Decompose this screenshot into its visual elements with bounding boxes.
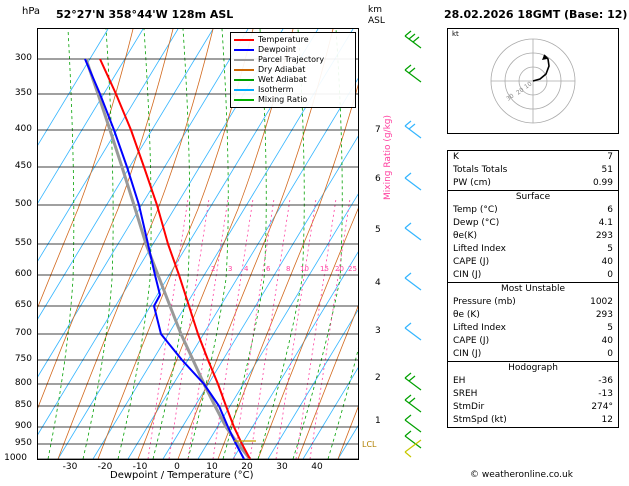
table-row [448,335,618,348]
legend-label: Isotherm [258,84,294,94]
row-value: 12 [601,415,613,425]
row-key: CIN (J) [453,349,482,359]
row-key: K [453,152,459,162]
row-value: 274° [591,402,613,412]
km-axis-label: km [368,5,382,15]
surface-section-title: Surface [448,190,618,204]
table-row [448,256,618,269]
legend-swatch-dry-adiabat [234,69,254,71]
wind-barb [405,373,421,390]
copyright-credit: © weatheronline.co.uk [470,470,573,480]
chart-legend [230,32,356,108]
wind-barb [405,223,421,240]
row-key: CAPE (J) [453,336,490,346]
row-value: 6 [607,205,613,215]
legend-label: Parcel Trajectory [258,54,325,64]
wind-barb [405,31,421,48]
y-tick-300: 300 [14,53,32,63]
row-value: 0 [607,349,613,359]
y-tick-800: 800 [14,378,32,388]
legend-label: Temperature [258,34,309,44]
pressure-unit-label: hPa [22,6,41,17]
x-tick--30: -30 [62,462,78,472]
legend-swatch-mixing-ratio [234,99,254,101]
row-value: 0.99 [592,178,613,188]
table-row [448,177,618,190]
row-key: Pressure (mb) [453,297,516,307]
temperature-line [100,59,250,459]
wind-barb [405,65,421,82]
row-key: CIN (J) [453,270,482,280]
mixing-ratio-value: 2 [211,265,216,273]
wind-barb [405,415,421,432]
y-tick-600: 600 [14,269,32,279]
x-tick--20: -20 [97,462,113,472]
y-tick-750: 750 [14,354,32,364]
mixing-ratio-value: 4 [244,265,249,273]
row-value: 51 [601,165,613,175]
datetime-label: 28.02.2026 18GMT (Base: 12) [444,8,628,21]
table-row [448,414,618,427]
table-row [448,375,618,388]
asl-axis-label: ASL [368,16,385,26]
row-key: PW (cm) [453,178,491,188]
row-key: SREH [453,389,478,399]
table-row [448,296,618,309]
legend-label: Wet Adiabat [258,74,307,84]
table-row [448,217,618,230]
table-row [448,388,618,401]
legend-item [234,35,352,44]
row-value: 0 [607,270,613,280]
mixing-ratio-value: 20 [335,265,344,273]
row-value: 5 [607,323,613,333]
legend-swatch-temperature [234,39,254,41]
legend-item [234,65,352,74]
row-value: 7 [607,152,613,162]
legend-label: Dewpoint [258,44,297,54]
legend-swatch-wet-adiabat [234,79,254,81]
km-tick-5: 5 [375,225,381,235]
row-value: 4.1 [598,218,613,228]
indices-table [447,150,619,428]
mixing-ratio-value: 8 [286,265,291,273]
table-row [448,309,618,322]
row-key: Totals Totals [453,165,508,175]
x-axis-title: Dewpoint / Temperature (°C) [110,470,254,481]
x-tick-20: 20 [241,462,253,472]
mixing-ratio-value: 6 [266,265,271,273]
hodograph-ring-label: 20 [515,86,526,97]
wind-barb [405,273,421,290]
x-tick--10: -10 [132,462,148,472]
row-key: StmDir [453,402,485,412]
row-value: 5 [607,244,613,254]
km-tick-2: 2 [375,373,381,383]
x-tick-10: 10 [206,462,218,472]
km-tick-3: 3 [375,326,381,336]
hodograph-ring-label: 10 [523,80,534,91]
km-tick-6: 6 [375,174,381,184]
hodograph-panel [447,28,619,134]
legend-item [234,95,352,104]
skewt-plot [37,28,359,460]
y-tick-550: 550 [14,238,32,248]
wind-barb [405,173,421,190]
row-value: 40 [601,336,613,346]
wind-barb [405,121,421,138]
y-tick-450: 450 [14,161,32,171]
row-value: -36 [598,376,613,386]
table-row [448,204,618,217]
lcl-label: LCL [362,440,377,449]
y-tick-850: 850 [14,400,32,410]
legend-item [234,85,352,94]
y-tick-400: 400 [14,124,32,134]
y-tick-950: 950 [14,438,32,448]
mixing-ratio-axis-label: Mixing Ratio (g/kg) [383,114,393,200]
hodograph-ring-label: 30 [505,92,516,103]
wind-barb [405,323,421,340]
y-tick-500: 500 [14,199,32,209]
x-tick-0: 0 [174,462,180,472]
y-tick-1000: 1000 [4,453,27,463]
row-key: Lifted Index [453,244,506,254]
row-value: 1002 [590,297,613,307]
station-title: 52°27'N 358°44'W 128m ASL [56,8,234,21]
legend-swatch-isotherm [234,89,254,91]
row-value: -13 [598,389,613,399]
y-tick-900: 900 [14,421,32,431]
table-row [448,243,618,256]
x-tick-30: 30 [276,462,288,472]
km-tick-4: 4 [375,278,381,288]
table-row [448,164,618,177]
row-value: 40 [601,257,613,267]
mixing-ratio-value: 3 [228,265,233,273]
wind-barb [405,395,421,412]
table-row [448,348,618,361]
mixing-ratio-value: 10 [300,265,309,273]
wind-barb-column [395,28,441,460]
row-key: Dewp (°C) [453,218,500,228]
table-row [448,269,618,282]
legend-item [234,75,352,84]
row-key: StmSpd (kt) [453,415,507,425]
most-unstable-section-title: Most Unstable [448,282,618,296]
legend-item [234,55,352,64]
row-value: 293 [595,310,613,320]
hodograph-unit-label: kt [452,30,459,38]
row-key: CAPE (J) [453,257,490,267]
legend-item [234,45,352,54]
km-tick-8: 7 [375,125,381,135]
legend-label: Mixing Ratio [258,94,308,104]
pressure-gridlines [38,59,358,459]
km-tick-1: 1 [375,416,381,426]
row-key: Temp (°C) [453,205,498,215]
row-key: EH [453,376,466,386]
row-value: 293 [595,231,613,241]
row-key: θe(K) [453,231,477,241]
y-tick-700: 700 [14,328,32,338]
mixing-ratio-value: 25 [348,265,357,273]
table-row [448,322,618,335]
row-key: θe (K) [453,310,480,320]
y-tick-650: 650 [14,300,32,310]
x-tick-40: 40 [311,462,323,472]
mixing-ratio-value: 15 [320,265,329,273]
legend-label: Dry Adiabat [258,64,306,74]
legend-swatch-dewpoint [234,49,254,51]
table-row [448,401,618,414]
row-key: Lifted Index [453,323,506,333]
y-tick-350: 350 [14,88,32,98]
legend-swatch-parcel [234,59,254,61]
table-row [448,151,618,164]
table-row [448,230,618,243]
hodograph-section-title: Hodograph [448,361,618,375]
